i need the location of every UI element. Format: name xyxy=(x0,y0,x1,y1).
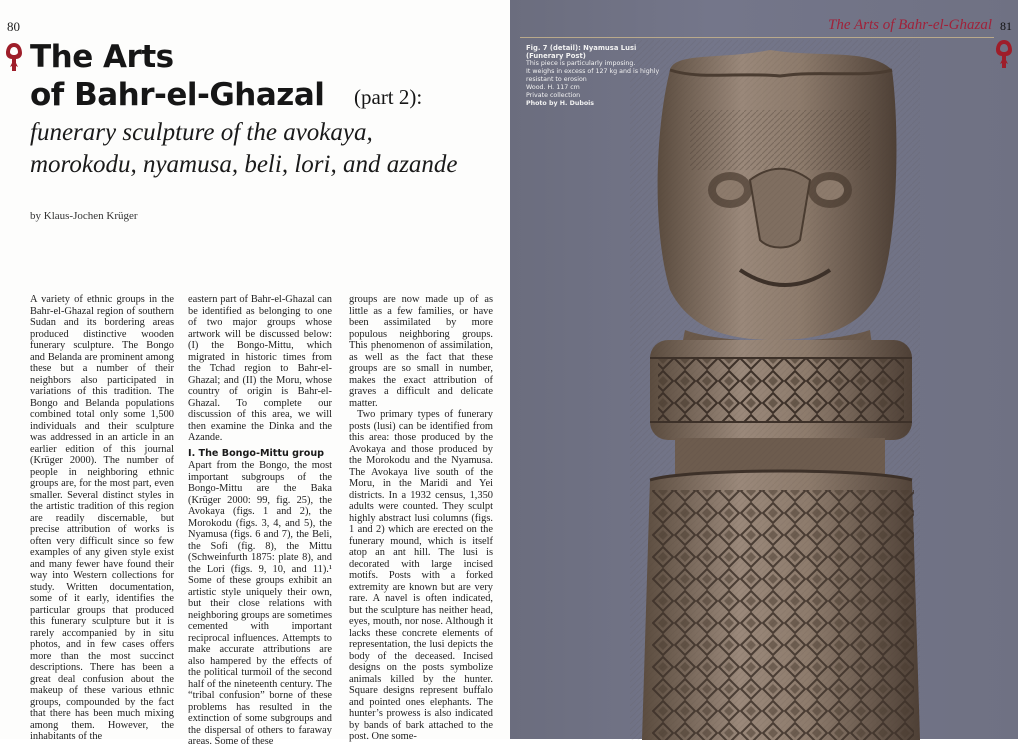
ornament-icon xyxy=(4,41,24,73)
paragraph: groups are now made up of as little as a few families, or have been assimilated by more populous neighboring groups. This phenomenon of assimilation, as well as the fact that these groups are so small in number, makes the exact attribution of graves a difficult and delicate matter. xyxy=(349,294,493,409)
paragraph: eastern part of Bahr-el-Ghazal can be identified as belonging to one of two major groups whose artwork will be discussed below: (I) the Bongo-Mittu, which migrated in historic times from the Tchad region to Bahr-el-Ghazal; and (II) the Moru, whose country of origin is Bahr-el-Ghazal. To complete our discussion of this area, we will then examine the Dinka and the Azande. xyxy=(188,294,332,443)
section-heading: I. The Bongo-Mittu group xyxy=(188,447,325,459)
funerary-post-photo xyxy=(630,40,920,740)
ornament-icon xyxy=(994,38,1014,70)
caption-line: This piece is particularly imposing. xyxy=(526,60,636,67)
page-number-left: 80 xyxy=(7,19,20,34)
article-title-line2: of Bahr-el-Ghazal xyxy=(30,77,325,113)
caption-line: Wood. H. 117 cm xyxy=(526,84,580,91)
right-page xyxy=(510,0,1018,739)
paragraph: A variety of ethnic groups in the Bahr-el-Ghazal region of southern Sudan and its bordering areas produced distinctive wooden funerary sculpture. The Bongo and Belanda are prominent among these but a number of their neighbors also participated in variations of this tradition. The Bongo and Belanda populations combined total only some 1,500 individuals and their sculpture was addressed in an article in an earlier edition of this journal (Krüger 2000). The number of people in neighboring ethnic groups are, for the most part, even smaller. Several distinct styles in the artistic tradition of this region are readily discernable, but precise attribution of works is often very difficult since so few examples of any given style exist and many fewer have found their way into Western collections for study. Written documentation, some of it early, identifies the particular groups that produced this funerary sculpture but it is rarely accompanied by in situ photos, and in few cases offers more than the most succinct descriptions. There has been a great deal confusion about the makeup of these various ethnic groups, compounded by the fact that there has been much mixing among them. However, the inhabitants of the xyxy=(30,294,174,742)
subtitle-line2: morokodu, nyamusa, beli, lori, and azande xyxy=(30,151,458,178)
page-number-right: 81 xyxy=(1000,19,1012,33)
caption-title: Fig. 7 (detail): Nyamusa Lusi (Funerary Post) xyxy=(526,44,637,60)
author-byline: by Klaus-Jochen Krüger xyxy=(30,210,138,222)
article-subtitle xyxy=(30,117,458,181)
paragraph: Two primary types of funerary posts (lusi) can be identified from this area: those produced by the Avokaya and those produced by the Morokodu and the Nyamusa. The Avokaya live south of the Moru, in the Maridi and Yei districts. In a 1932 census, 1,350 adults were counted. They sculpt highly abstract lusi columns (figs. 1 and 2) which are erected on the funerary mound, which is itself atop an ant hill. The lusi is decorated with large incised motifs. Posts with a forked extremity are known but are very rare. A navel is often indicated, but the sculpture has neither head, eyes, mouth, nor nose. Although it lacks these concrete elements of representation, the lusi depicts the body of the deceased. Incised designs on the posts symbolize animals killed by the hunter. Square designs represent buffalo and pointed ones elephants. The hunter’s prowess is also indicated by bands of bark attached to the post. One some- xyxy=(349,409,493,742)
text-column-1 xyxy=(30,294,174,743)
running-head: The Arts of Bahr-el-Ghazal xyxy=(827,17,992,33)
caption-credit: Photo by H. Dubois xyxy=(526,100,595,107)
text-column-3 xyxy=(349,294,493,743)
subtitle-line1: funerary sculpture of the avokaya, xyxy=(30,119,373,146)
paragraph: Apart from the Bongo, the most important subgroups of the Bongo-Mittu are the Baka (Krüger 2000: 99, fig. 25), the Avokaya (figs. 1 and 2), the Morokodu (figs. 3, 4, and 5), the Nyamusa (figs. 6 and 7), the Beli, the Sofi (fig. 8), the Mittu (Schweinfurth 1875: plate 8), and the Lori (figs. 9, 10, and 11).¹ Some of these groups exhibit an artistic style uniquely their own, but their close relations with neighboring groups are sometimes cemented with important reciprocal influences. Attempts to make accurate attributions are also hampered by the effects of the political turmoil of the second half of the nineteenth century. The “tribal confusion” borne of these problems has resulted in the extinction of some subgroups and the dispersal of others to faraway areas. Some of these xyxy=(188,460,332,747)
caption-line: Private collection xyxy=(526,92,581,99)
article-title-line1: The Arts xyxy=(30,39,174,75)
header-rule xyxy=(520,37,994,38)
article-title-part: (part 2): xyxy=(354,85,423,109)
caption-line: It weighs in excess of 127 kg and is highly resistant to erosion xyxy=(526,68,660,83)
text-column-2 xyxy=(188,294,332,748)
